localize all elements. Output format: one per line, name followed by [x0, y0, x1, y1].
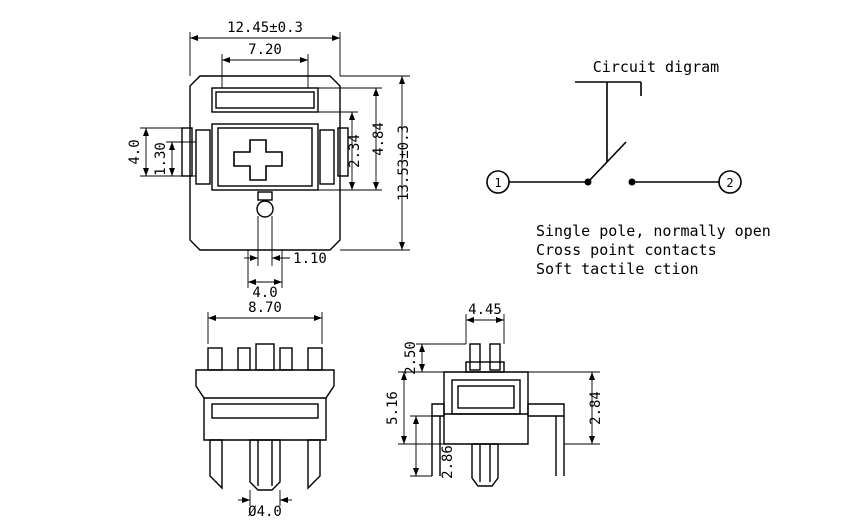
- terminal-2-label: 2: [726, 176, 734, 190]
- dim-pin-diameter-label: Ø4.0: [248, 504, 282, 520]
- dim-left-a-label: 4.0: [127, 139, 143, 165]
- side-left-tab: [432, 404, 444, 416]
- arrow: [332, 35, 340, 41]
- front-view-dimensions: [208, 312, 322, 506]
- front-stem-center: [256, 344, 274, 370]
- dim-overall-width-label: 12.45±0.3: [227, 20, 303, 36]
- dim-inner-width-label: 7.20: [248, 42, 282, 58]
- front-center-pin: [250, 440, 280, 490]
- front-stem-left: [238, 348, 250, 370]
- arrow: [208, 315, 216, 321]
- front-pin-left: [208, 348, 222, 370]
- arrow: [169, 142, 175, 150]
- arrow: [300, 57, 308, 63]
- top-view-window-inner: [216, 92, 314, 108]
- side-stem-right: [490, 344, 500, 370]
- dim-side-top-width-label: 4.45: [468, 302, 502, 318]
- bottom-feature: [258, 192, 272, 200]
- side-body-window-inner: [458, 386, 514, 408]
- dim-detail-a-label: 4.84: [371, 122, 387, 156]
- front-body-outline: [196, 370, 334, 440]
- arrow: [349, 112, 355, 120]
- dim-total-height-label: 5.16: [385, 391, 401, 425]
- arrow: [589, 436, 595, 444]
- left-rail: [196, 130, 210, 184]
- arrow: [222, 57, 230, 63]
- arrow: [413, 468, 419, 476]
- dim-bottom-a-label: 1.10: [293, 251, 327, 267]
- circuit-note-2: Cross point contacts: [536, 241, 717, 259]
- front-stem-right: [280, 348, 292, 370]
- front-leg-left: [210, 440, 222, 488]
- contact-node-right: [629, 179, 636, 186]
- dim-overall-height-label: 13.53±0.3: [396, 125, 412, 201]
- arrow: [589, 372, 595, 380]
- dim-front-width-label: 8.70: [248, 300, 282, 316]
- arrow: [401, 436, 407, 444]
- arrow: [169, 168, 175, 176]
- front-body-slot: [212, 404, 318, 418]
- arrow: [314, 315, 322, 321]
- dim-right-height-label: 2.84: [588, 391, 604, 425]
- arrow: [399, 76, 405, 84]
- arrow: [419, 364, 425, 372]
- center-pin-circle: [257, 201, 273, 217]
- arrow: [242, 497, 250, 503]
- arrow: [399, 242, 405, 250]
- arrow: [250, 255, 258, 261]
- side-view-dimensions: [398, 314, 600, 476]
- circuit-title: Circuit digram: [592, 58, 720, 76]
- arrow: [143, 128, 149, 136]
- front-view-group: [196, 344, 334, 490]
- circuit-note-3: Soft tactile ction: [536, 260, 699, 278]
- right-rail: [320, 130, 334, 184]
- arrow: [349, 182, 355, 190]
- arrow: [190, 35, 198, 41]
- front-pin-right: [308, 348, 322, 370]
- arrow: [413, 416, 419, 424]
- dim-bottom-height-label: 2.86: [440, 445, 456, 479]
- side-body-window: [452, 380, 520, 414]
- dim-detail-b-label: 2.34: [347, 134, 363, 168]
- dim-left-b-label: 1.30: [153, 142, 169, 176]
- dim-upper-height-label: 2.50: [403, 341, 419, 375]
- dim-bottom-b-label: 4.0: [252, 285, 278, 301]
- circuit-diagram-group: [487, 82, 741, 193]
- arrow: [419, 344, 425, 352]
- top-view-center-area-inner: [218, 128, 312, 186]
- terminal-1-label: 1: [494, 176, 502, 190]
- arrow: [143, 168, 149, 176]
- top-view-group: [182, 76, 348, 250]
- arrow: [373, 88, 379, 96]
- arrow: [272, 255, 280, 261]
- side-stem-left: [470, 344, 480, 370]
- front-leg-right: [308, 440, 320, 488]
- side-right-tab: [528, 404, 564, 416]
- cross-stem-icon: [234, 140, 282, 180]
- arrow: [280, 497, 288, 503]
- circuit-note-1: Single pole, normally open: [536, 222, 771, 240]
- arrow: [373, 182, 379, 190]
- side-center-pin: [472, 444, 498, 486]
